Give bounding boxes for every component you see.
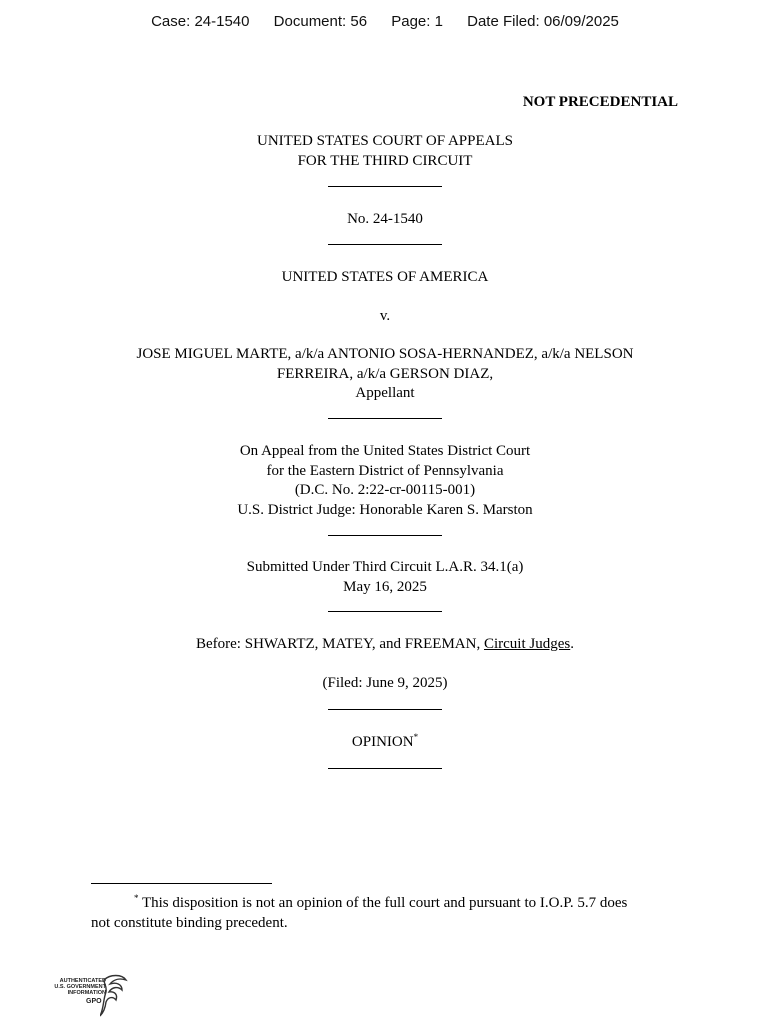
opinion-heading — [0, 733, 770, 753]
gpo-mark: GPO — [86, 998, 102, 1005]
case-number: No. 24-1540 — [347, 211, 423, 227]
case-number-header: Case: 24-1540 — [151, 13, 250, 30]
appeal-line1: On Appeal from the United States District Court — [239, 443, 531, 459]
court-name — [0, 132, 770, 171]
footnote-text-line1: This disposition is not an opinion of the full court and pursuant to I.O.P. 5.7 does — [138, 895, 628, 911]
versus: v. — [379, 308, 391, 324]
defendant-line2: FERREIRA, a/k/a GERSON DIAZ, — [276, 365, 494, 382]
gpo-line2: U.S. GOVERNMENT — [54, 984, 106, 990]
defendant-block — [0, 345, 770, 404]
footnote-marker: * — [134, 893, 139, 903]
docket-header — [0, 13, 770, 30]
opinion-label: OPINION — [351, 734, 414, 750]
page-number: Page: 1 — [391, 13, 443, 30]
gpo-authentication-logo — [44, 972, 134, 1018]
appeal-line2: for the Eastern District of Pennsylvania — [266, 462, 504, 479]
submission-date: May 16, 2025 — [343, 578, 427, 595]
defendant-role: Appellant — [355, 385, 415, 401]
footnote-text-line2: not constitute binding precedent. — [91, 915, 288, 931]
submission-rule: Submitted Under Third Circuit L.A.R. 34.1(a) — [246, 559, 524, 575]
appeal-block — [0, 442, 770, 520]
panel-title: Circuit Judges — [483, 636, 571, 652]
eagle-icon — [100, 972, 130, 1018]
panel-suffix: . — [570, 636, 574, 652]
footnote-rule — [91, 883, 272, 884]
document-number: Document: 56 — [273, 13, 368, 30]
date-filed: Date Filed: 06/09/2025 — [467, 13, 619, 30]
separator-rule — [328, 768, 442, 769]
panel-judges — [0, 635, 770, 655]
opinion-footnote-marker: * — [413, 732, 419, 742]
plaintiff-name: UNITED STATES OF AMERICA — [281, 269, 489, 285]
separator-rule — [328, 186, 442, 187]
separator-rule — [328, 611, 442, 612]
filed-date: (Filed: June 9, 2025) — [322, 675, 448, 691]
separator-rule — [328, 535, 442, 536]
footnote — [91, 893, 691, 933]
court-name-line1: UNITED STATES COURT OF APPEALS — [257, 133, 513, 149]
separator-rule — [328, 244, 442, 245]
appeal-docket: (D.C. No. 2:22-cr-00115-001) — [294, 482, 476, 498]
defendant-line1: JOSE MIGUEL MARTE, a/k/a ANTONIO SOSA-HERNANDEZ, a/k/a NELSON — [136, 346, 634, 362]
district-judge: U.S. District Judge: Honorable Karen S. Marston — [237, 501, 533, 518]
precedential-status: NOT PRECEDENTIAL — [522, 94, 678, 110]
panel-names: Before: SHWARTZ, MATEY, and FREEMAN, — [196, 636, 484, 652]
gpo-line1: AUTHENTICATED — [59, 978, 106, 984]
submission-block — [0, 558, 770, 597]
separator-rule — [328, 709, 442, 710]
separator-rule — [328, 418, 442, 419]
gpo-line3: INFORMATION — [67, 990, 106, 996]
court-name-line2: FOR THE THIRD CIRCUIT — [297, 152, 473, 169]
gpo-authenticated-text — [44, 978, 106, 996]
